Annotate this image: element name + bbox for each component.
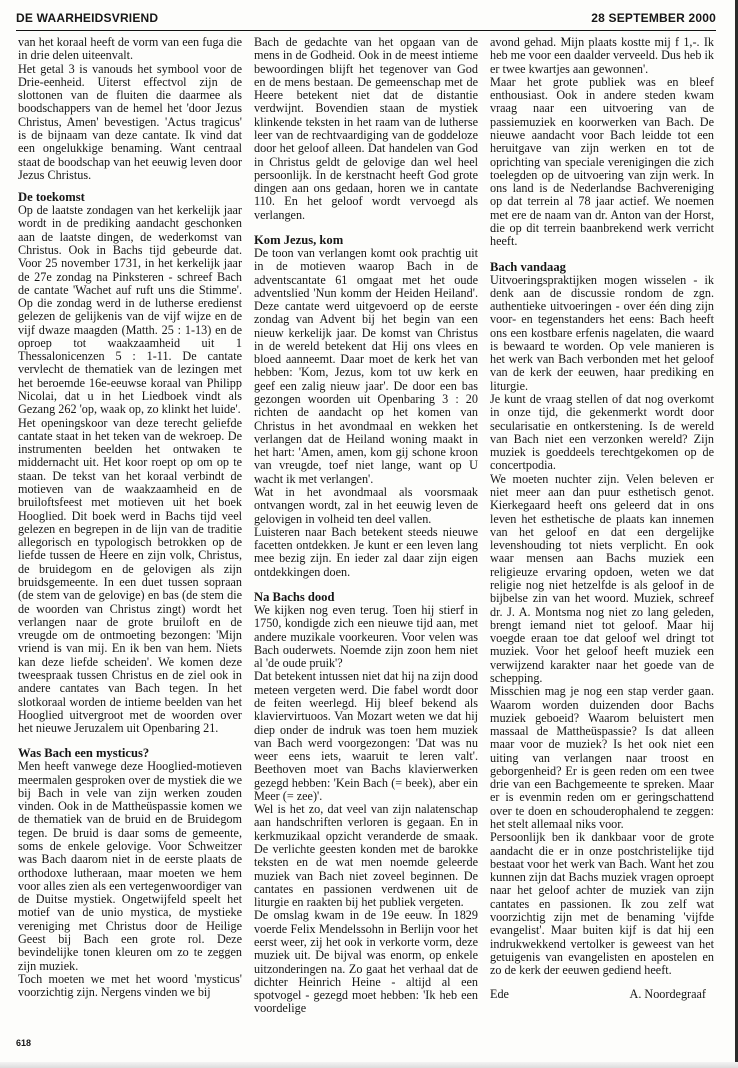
issue-date: 28 SEPTEMBER 2000 bbox=[591, 11, 716, 25]
column-2 bbox=[254, 36, 478, 1021]
column-3 bbox=[490, 36, 714, 1021]
masthead bbox=[16, 8, 716, 28]
paragraph: Maar het grote publiek was en bleef enthousiast. Ook in andere steden kwam vraag naar een uitvoering van de passiemuziek en koorwerken van Bach. De nieuwe aandacht voor Bach leidde tot een heruitgave van zijn werken en tot de oprichting van speciale verenigingen die zich toelegden op de uitvoering van zijn werk. In ons land is de Nederlandse Bachvereniging op dat terrein al 78 jaar actief. We noemen met ere de naam van dr. Anton van der Horst, die op dit terrein baanbrekend werk verricht heeft. bbox=[490, 74, 714, 249]
paragraph: Luisteren naar Bach betekent steeds nieuwe facetten ontdekken. Je kunt er een leven lang mee bezig zijn. En ieder zal daar zijn eigen ontdekkingen doen. bbox=[254, 524, 478, 579]
scan-margin bbox=[0, 1062, 738, 1068]
paragraph: Wat in het avondmaal als voorsmaak ontvangen wordt, zal in het eeuwig leven de gelovigen in volheid ten deel vallen. bbox=[254, 485, 478, 526]
paragraph: De omslag kwam in de 19e eeuw. In 1829 voerde Felix Mendelssohn in Berlijn voor het eerst weer, zij het ook in verkorte vorm, deze muziek uit. De bijval was enorm, op enkele uitzonderingen na. Zo gaat het verhaal dat de dichter Heinrich Heine - altijd al een spotvogel - gezegd moet hebben: 'Ik heb een voordelige bbox=[254, 908, 478, 1016]
paragraph: We kijken nog even terug. Toen hij stierf in 1750, kondigde zich een nieuwe tijd aan, met andere muzikale voorkeuren. Voor velen was Bach ouderwets. Noemde zijn zoon hem niet al 'de oude pruik'? bbox=[254, 602, 478, 671]
signoff bbox=[490, 988, 714, 1001]
page-number: 618 bbox=[16, 1038, 32, 1048]
paragraph: Misschien mag je nog een stap verder gaan. Waarom worden duizenden door Bachs muziek geboeid? Waarom beluistert men massaal de Mattheüspassie? Is dat alleen maar voor de muziek? Is het ook niet een uiting van verlangen naar troost en geborgenheid? Er is geen reden om een twee drie van een Bachgemeente te spreken. Maar er is evenmin reden om er geringschattend over te doen en schouderophalend te zeggen: het stelt allemaal niks voor. bbox=[490, 684, 714, 832]
paragraph: De toon van verlangen komt ook prachtig uit in de motieven waarop Bach in de adventscantate 61 omgaat met het oude adventslied 'Nun komm der Heiden Heiland'. Deze cantate werd uitgevoerd op de eerste zondag van Advent bij het begin van een nieuw kerkelijk jaar. De komst van Christus in de wereld betekent dat Hij ons vlees en bloed aanneemt. Daar moet de kerk het van hebben: 'Kom, Jezus, kom tot uw kerk en geef een zalig nieuw jaar'. De door een bas gezongen woorden uit Openbaring 3 : 20 richten de aandacht op het komen van Christus in het avondmaal en wekken het verlangen dat de Heiland woning maakt in het hart: 'Amen, amen, kom gij schone kroon van vreugde, toef niet lange, want op U wacht ik met verlangen'. bbox=[254, 245, 478, 486]
paragraph: We moeten nuchter zijn. Velen beleven er niet meer aan dan puur esthetisch genot. Kierkegaard heeft ons geleerd dat in ons leven het esthetische de plaats kan innemen van het geloof en dat een dergelijke levenshouding tot niets verplicht. En ook waar mensen aan Bachs muziek een religieuze ervaring opdoen, weten we dat religie nog niet hetzelfde is als geloof in de bijbelse zin van het woord. Muziek, schreef dr. J. A. Montsma nog niet zo lang geleden, brengt iemand niet tot geloof. Maar hij voegde eraan toe dat geloof wel dringt tot muziek. Voor het geloof heeft muziek een verwijzend karakter naar het goede van de schepping. bbox=[490, 471, 714, 685]
signoff-place: Ede bbox=[490, 987, 509, 1002]
paragraph: Dat betekent intussen niet dat hij na zijn dood meteen vergeten werd. Die fabel wordt door de feiten weerlegd. Hij bleef bekend als klaviervirtuoos. Van Mozart weten we dat hij diep onder de indruk was toen hem muziek van Bach werd voorgezongen: 'Dat was nu weer eens iets, waaruit te leren valt'. Beethoven moet van Bachs klavierwerken gezegd hebben: 'Kein Bach (= beek), aber ein Meer (= zee)'. bbox=[254, 669, 478, 803]
header-rule bbox=[16, 30, 716, 31]
paragraph: Wel is het zo, dat veel van zijn nalatenschap aan handschriften verloren is gegaan. En in kerkmuzikaal opzicht veranderde de smaak. De verlichte geesten konden met de barokke teksten en de wat men noemde geleerde muziek van Bach niet zoveel beginnen. De cantates en passionen verdwenen uit de liturgie en raakten bij het publiek vergeten. bbox=[254, 802, 478, 910]
section-heading: Kom Jezus, kom bbox=[254, 232, 344, 247]
paragraph: Persoonlijk ben ik dankbaar voor de grote aandacht die er in onze postchristelijke tijd bestaat voor het werk van Bach. Want het zou kunnen zijn dat Bachs muziek vragen oproept naar het geloof achter de muziek van zijn cantates en passionen. Ik zou zelf wat voorzichtig zijn met de benaming 'vijfde evangelist'. Maar buiten kijf is dat hij een indrukwekkend vertolker is geweest van het getuigenis van evangelisten en apostelen en zo de kerk der eeuwen gediend heeft. bbox=[490, 830, 714, 978]
column-1 bbox=[18, 36, 242, 1021]
paragraph: Je kunt de vraag stellen of dat nog overkomt in onze tijd, die gekenmerkt wordt door secularisatie en ontkerstening. Is de wereld van Bach niet een verzonken wereld? Zijn muziek is goeddeels terechtgekomen op de concertpodia. bbox=[490, 392, 714, 473]
section-heading: Bach vandaag bbox=[490, 259, 566, 274]
article-body bbox=[18, 36, 714, 1021]
paragraph: Op de laatste zondagen van het kerkelijk jaar wordt in de prediking aandacht geschonken aan de laatste dingen, de wederkomst van Christus. Ook in Bachs tijd gebeurde dat. Voor 25 november 1731, in het kerkelijk jaar de 27e zondag na Pinksteren - schreef Bach de cantate 'Wachet auf ruft uns die Stimme'. Op die zondag werd in de lutherse eredienst gelezen de gelijkenis van de vijf wijze en de vijf dwaze maagden (Matth. 25 : 1-13) en de oproep tot waakzaamheid uit 1 Thessalonicenzen 5 : 1-11. De cantate vervlecht de thematiek van de lezingen met het beroemde 16e-eeuwse koraal van Philipp Nicolai, dat u in het Liedboek vindt als Gezang 262 'op, waak op, zo klinkt het luide'. bbox=[18, 203, 242, 417]
section-heading: Was Bach een mysticus? bbox=[18, 746, 150, 761]
paragraph: avond gehad. Mijn plaats kostte mij f 1,-. Ik heb me voor een daalder verveeld. Dus heb ik er twee kwartjes aan gewonnen'. bbox=[490, 36, 714, 76]
paragraph: Toch moeten we met het woord 'mysticus' voorzichtig zijn. Nergens vinden we bij bbox=[18, 971, 242, 1000]
paragraph: Men heeft vanwege deze Hooglied-motieven meermalen gesproken over de mystiek die we bij Bach in vele van zijn werken zouden vinden. Ook in de Mattheüspassie komen we de thematiek van de bruid en de Bruidegom tegen. De bruid is daar soms de gemeente, soms de enkele gelovige. Voor Schweitzer was Bach daarom niet in de eerste plaats de orthodoxe lutheraan, maar moeten we hem voor alles zien als een vertegenwoordiger van de Duitse mystiek. Ongetwijfeld speelt het motief van de unio mystica, de mystieke vereniging met Christus door de Heilige Geest bij Bach een grote rol. Deze bevindelijke tonen kleuren om zo te zeggen zijn muziek. bbox=[18, 759, 242, 973]
section-heading: De toekomst bbox=[18, 190, 85, 205]
paragraph: Uitvoeringspraktijken mogen wisselen - ik denk aan de discussie rondom de zgn. authentieke uitvoeringen - over één ding zijn voor- en tegenstanders het eens: Bach heeft ons een kostbare erfenis nagelaten, die waard is bewaard te worden. Op vele manieren is het werk van Bach verbonden met het geloof van de kerk der eeuwen, haar prediking en liturgie. bbox=[490, 272, 714, 393]
signoff-author: A. Noordegraaf bbox=[629, 987, 706, 1002]
paragraph: Het getal 3 is vanouds het symbool voor de Drie-eenheid. Uiterst effectvol zijn de slottonen van de fluiten die daarmee als boodschappers van de hemel het 'door Jezus Christus, Amen' bevestigen. 'Actus tragicus' is de bijnaam van deze cantate. Ik vind dat een ongelukkige benaming. Want centraal staat de boodschap van het eeuwig leven door Jezus Christus. bbox=[18, 61, 242, 182]
publication-name: DE WAARHEIDSVRIEND bbox=[16, 11, 159, 25]
paragraph: van het koraal heeft de vorm van een fuga die in drie delen uiteenvalt. bbox=[18, 36, 242, 63]
paragraph: Het openingskoor van deze terecht geliefde cantate staat in het teken van de wekroep. De instrumenten beelden het ontwaken te middernacht uit. Het koor roept op om op te staan. De tekst van het koraal verbindt de motieven van de waakzaamheid en de bruiloftsfeest met motieven uit het boek Hooglied. Dit boek werd in Bachs tijd veel gelezen en begrepen in de lijn van de traditie allegorisch en typologisch betrokken op de liefde tussen de Heere en zijn volk, Christus, de bruidegom en de gelovigen als zijn bruidsgemeente. In een duet tussen sopraan (de stem van de gelovige) en bas (de stem die de woorden van Christus zingt) wordt het verlangen naar de grote bruiloft en de vreugde om de ontmoeting bezongen: 'Mijn vriend is van mij. En ik ben van hem. Niets kan deze liefde scheiden'. We komen deze tweespraak tussen Christus en de ziel ook in andere cantates van Bach tegen. In het slotkoraal worden de intieme beelden van het Hooglied uitvergroot met de woorden over het nieuwe Jeruzalem uit Openbaring 21. bbox=[18, 415, 242, 736]
paragraph: Bach de gedachte van het opgaan van de mens in de Godheid. Ook in de meest intieme bewoordingen blijft het tegenover van God en de mens bestaan. De gemeenschap met de Heere betekent niet dat de distantie verdwijnt. Bovendien staan de mystiek klinkende teksten in het raam van de lutherse leer van de rechtvaardiging van de goddeloze door het geloof alleen. Dat handelen van God in Christus geldt de gelovige dan wel heel persoonlijk. In de kerstnacht heeft God grote dingen aan ons gedaan, horen we in cantate 110. En het geloof wordt vervoegd als verlangen. bbox=[254, 36, 478, 222]
section-heading: Na Bachs dood bbox=[254, 589, 335, 604]
